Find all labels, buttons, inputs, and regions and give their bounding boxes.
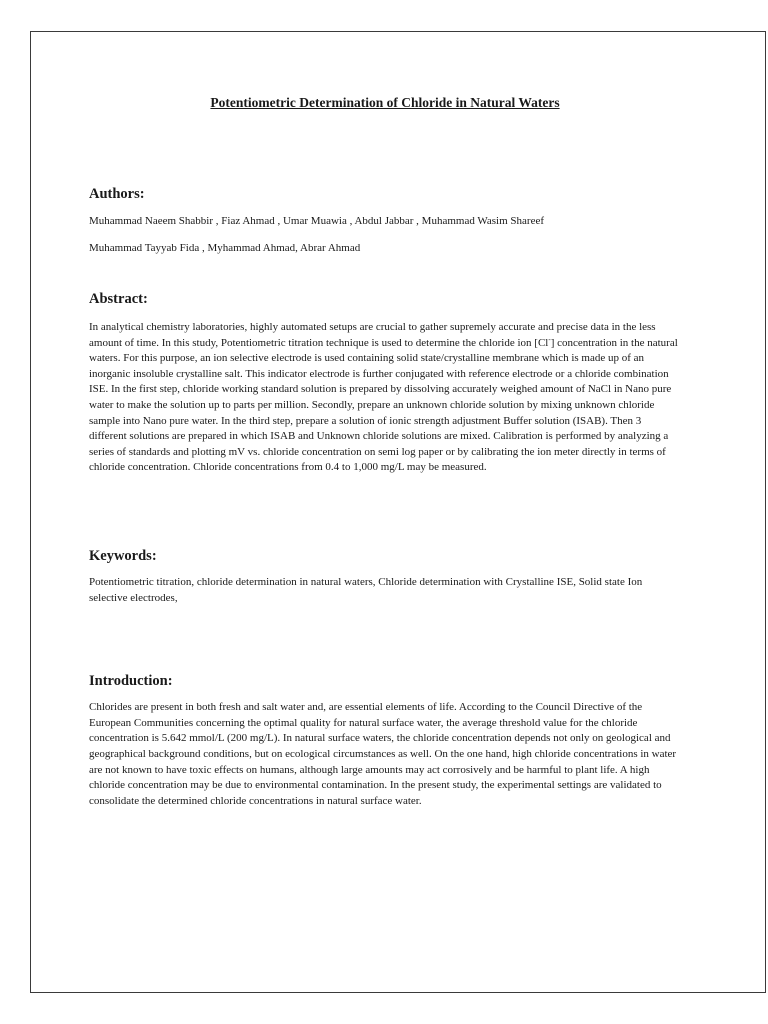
abstract-text-part-1: In analytical chemistry laboratories, highly automated setups are crucial to gather supremely accurate and precise data in the less amount of time. In this study, Potentiometric titration technique is used to determine the chloride ion [Cl	[89, 321, 656, 349]
keywords-heading: Keywords:	[89, 547, 157, 564]
authors-heading: Authors:	[89, 186, 145, 202]
paper-title: Potentiometric Determination of Chloride in Natural Waters	[210, 95, 560, 110]
keywords-section	[89, 548, 681, 606]
abstract-text-part-2: ] concentration in the natural waters. For this purpose, an ion selective electrode is used containing solid state/crystalline membrane which is made up of an inorganic insoluble crystalline salt. This indicator electrode is further conjugated with reference electrode or a chloride combination ISE. In the first step, chloride working standard solution is prepared by dissolving accurately weighed amount of NaCl in Nano pure water to make the solution up to parts per million. Secondly, prepare an unknown chloride solution by mixing unknown chloride sample into Nano pure water. In the third step, prepare a solution of ionic strength adjustment Buffer solution (ISAB). Then 3 different solutions are prepared in which ISAB and Unknown chloride solutions are mixed. Calibration is performed by analyzing a series of standards and plotting mV vs. chloride concentration on semi log paper or by calibrating the ion meter directly in terms of chloride concentration. Chloride concentrations from 0.4 to 1,000 mg/L may be measured.	[89, 336, 678, 474]
authors-section	[89, 186, 681, 268]
authors-line-1: Muhammad Naeem Shabbir , Fiaz Ahmad , Umar Muawia , Abdul Jabbar , Muhammad Wasim Shareef	[89, 215, 545, 227]
keywords-paragraph: Potentiometric titration, chloride determination in natural waters, Chloride determination with Crystalline ISE, Solid state Ion selective electrodes,	[89, 575, 643, 604]
introduction-section	[89, 673, 681, 809]
authors-line-2: Muhammad Tayyab Fida , Myhammad Ahmad, Abrar Ahmad	[89, 242, 361, 254]
document-body	[89, 96, 681, 809]
abstract-section	[89, 291, 681, 476]
abstract-paragraph	[89, 320, 681, 476]
abstract-heading: Abstract:	[89, 291, 148, 307]
chloride-charge-superscript: -	[548, 334, 551, 343]
introduction-heading: Introduction:	[89, 673, 173, 690]
introduction-paragraph: Chlorides are present in both fresh and salt water and, are essential elements of life. According to the Council Directive of the European Communities concerning the optimal quality for natural surface water, the average threshold value for the chloride concentration is 5.642 mmol/L (200 mg/L). In natural surface waters, the chloride concentration depends not only on geological and geographical background conditions, but on ecological circumstances as well. On the one hand, high chloride concentrations in water are not known to have toxic effects on humans, although large amounts may act corrosively and be harmful to plant life. A high chloride concentration may be due to environmental contamination. In the present study, the experimental settings are validated to consolidate the determined chloride concentrations in natural surface water.	[89, 701, 677, 807]
